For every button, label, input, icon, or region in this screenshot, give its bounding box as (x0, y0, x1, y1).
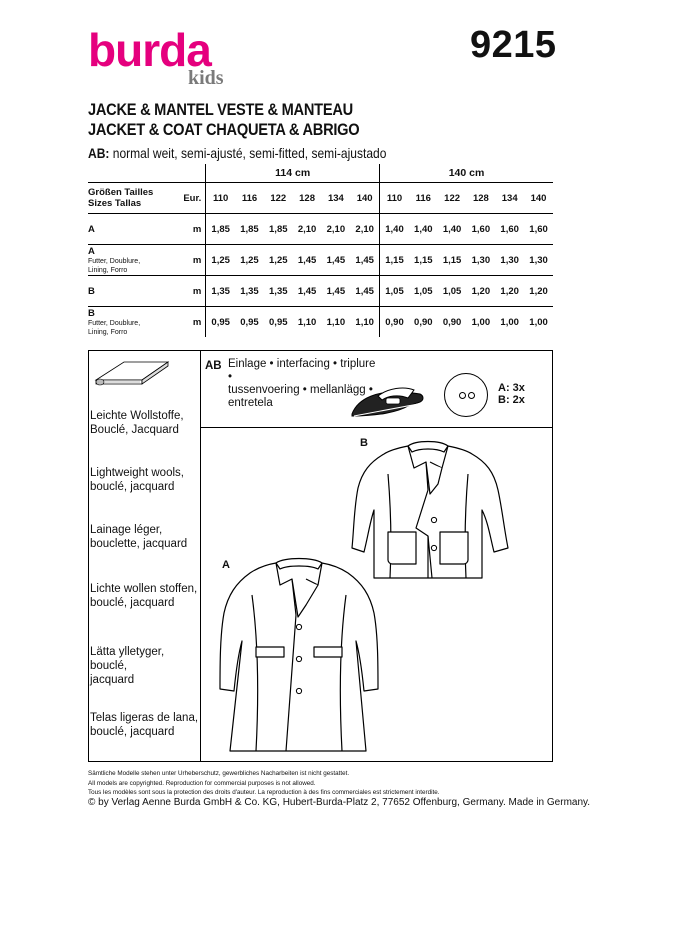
yardage-cell: 1,85 (206, 214, 235, 245)
yardage-cell: 1,15 (438, 245, 467, 276)
yardage-cell: 2,10 (350, 214, 379, 245)
sizes-header: Größen Tailles Sizes Tallas (88, 183, 172, 214)
yardage-cell: 1,15 (409, 245, 438, 276)
view-label-a: A (222, 559, 230, 571)
fabric-nl: Lichte wollen stoffen, bouclé, jacquard (90, 583, 198, 609)
yardage-cell: 2,10 (293, 214, 322, 245)
yardage-cell: 1,20 (495, 276, 524, 307)
yardage-cell: 1,05 (380, 276, 409, 307)
pattern-number: 9215 (470, 24, 557, 66)
yardage-cell: 1,00 (524, 307, 553, 338)
unit-cell: m (172, 307, 205, 338)
view-cell: B (88, 276, 172, 307)
size-cell: 116 (235, 183, 264, 214)
yardage-cell: 1,10 (293, 307, 322, 338)
fabric-sv: Lätta ylletyger, bouclé, jacquard (90, 646, 165, 686)
size-cell: 122 (438, 183, 467, 214)
yardage-cell: 1,45 (293, 276, 322, 307)
interfacing-view-code: AB (205, 360, 222, 372)
yardage-cell: 1,40 (380, 214, 409, 245)
eur-header: Eur. (172, 183, 205, 214)
yardage-cell: 1,30 (524, 245, 553, 276)
yardage-cell: 1,45 (321, 276, 350, 307)
yardage-cell: 1,45 (321, 245, 350, 276)
unit-cell: m (172, 276, 205, 307)
fit-description: AB: normal weit, semi-ajusté, semi-fitted, semi-ajustado (88, 145, 387, 161)
yardage-cell: 1,35 (206, 276, 235, 307)
yardage-cell: 0,90 (380, 307, 409, 338)
yardage-cell: 0,95 (235, 307, 264, 338)
yardage-cell: 1,05 (409, 276, 438, 307)
size-cell: 140 (350, 183, 379, 214)
yardage-cell: 1,60 (524, 214, 553, 245)
yardage-cell: 1,40 (438, 214, 467, 245)
yardage-cell: 1,20 (524, 276, 553, 307)
yardage-cell: 1,15 (380, 245, 409, 276)
unit-cell: m (172, 245, 205, 276)
yardage-row (88, 276, 553, 307)
yardage-row (88, 307, 553, 338)
publisher-line: © by Verlag Aenne Burda GmbH & Co. KG, Hubert-Burda-Platz 2, 77652 Offenburg, Germany. Made in Germany. (88, 797, 591, 808)
interfacing-text: Einlage • interfacing • triplure • tussenvoering • mellanlägg • entretela (228, 358, 376, 409)
size-cell: 128 (293, 183, 322, 214)
yardage-cell: 1,85 (264, 214, 293, 245)
yardage-cell: 1,30 (495, 245, 524, 276)
size-cell: 122 (264, 183, 293, 214)
yardage-cell: 2,10 (321, 214, 350, 245)
yardage-cell: 1,60 (495, 214, 524, 245)
yardage-row (88, 245, 553, 276)
view-cell: A (88, 214, 172, 245)
fabric-fr: Lainage léger, bouclette, jacquard (90, 524, 188, 550)
fabric-es: Telas ligeras de lana, bouclé, jacquard (90, 712, 199, 738)
yardage-cell: 1,35 (235, 276, 264, 307)
fabric-en: Lightweight wools, bouclé, jacquard (90, 467, 184, 493)
view-cell: B Futter, Doublure, Lining, Forro (88, 307, 172, 338)
size-cell: 140 (524, 183, 553, 214)
burda-kids-logo (88, 26, 248, 88)
svg-text:burda: burda (88, 26, 211, 76)
svg-text:kids: kids (188, 67, 224, 88)
yardage-table (88, 164, 553, 337)
yardage-cell: 0,95 (206, 307, 235, 338)
yardage-cell: 1,00 (466, 307, 495, 338)
yardage-cell: 0,90 (438, 307, 467, 338)
yardage-row (88, 214, 553, 245)
view-label-b: B (360, 437, 368, 449)
fabric-bolt-icon (94, 356, 170, 390)
yardage-cell: 1,20 (466, 276, 495, 307)
yardage-cell: 1,60 (466, 214, 495, 245)
yardage-cell: 1,10 (350, 307, 379, 338)
yardage-cell: 1,30 (466, 245, 495, 276)
yardage-cell: 0,95 (264, 307, 293, 338)
size-cell: 116 (409, 183, 438, 214)
yardage-cell: 1,10 (321, 307, 350, 338)
size-cell: 110 (380, 183, 409, 214)
size-cell: 134 (321, 183, 350, 214)
button-icon (444, 373, 488, 417)
view-cell: A Futter, Doublure, Lining, Forro (88, 245, 172, 276)
size-cell: 134 (495, 183, 524, 214)
yardage-cell: 1,25 (206, 245, 235, 276)
yardage-cell: 0,90 (409, 307, 438, 338)
yardage-cell: 1,25 (235, 245, 264, 276)
coat-a-illustration (216, 555, 384, 757)
yardage-cell: 1,45 (350, 276, 379, 307)
yardage-cell: 1,05 (438, 276, 467, 307)
unit-cell: m (172, 214, 205, 245)
title-line-1: JACKE & MANTEL VESTE & MANTEAU (88, 100, 353, 119)
iron-icon (348, 384, 430, 422)
yardage-cell: 1,25 (264, 245, 293, 276)
copyright-notice: Sämtliche Modelle stehen unter Urheberschutz, gewerbliches Nacharbeiten ist nicht gestattet. All models are copyrighted. Reproduction for commercial purposes is not allowed. Tous les modèles sont sous la protection des droits d'auteur. La reproduction à des fins commerciales est strictement interdite. (88, 770, 440, 796)
fabric-de: Leichte Wollstoffe, Bouclé, Jacquard (90, 410, 184, 436)
yardage-cell: 1,85 (235, 214, 264, 245)
size-cell: 128 (466, 183, 495, 214)
yardage-cell: 1,40 (409, 214, 438, 245)
yardage-cell: 1,35 (264, 276, 293, 307)
button-count: A: 3x B: 2x (498, 382, 525, 406)
yardage-cell: 1,45 (350, 245, 379, 276)
width-114: 114 cm (206, 164, 380, 183)
yardage-cell: 1,45 (293, 245, 322, 276)
width-140: 140 cm (448, 167, 485, 179)
yardage-cell: 1,00 (495, 307, 524, 338)
size-cell: 110 (206, 183, 235, 214)
title-line-2: JACKET & COAT CHAQUETA & ABRIGO (88, 120, 360, 139)
